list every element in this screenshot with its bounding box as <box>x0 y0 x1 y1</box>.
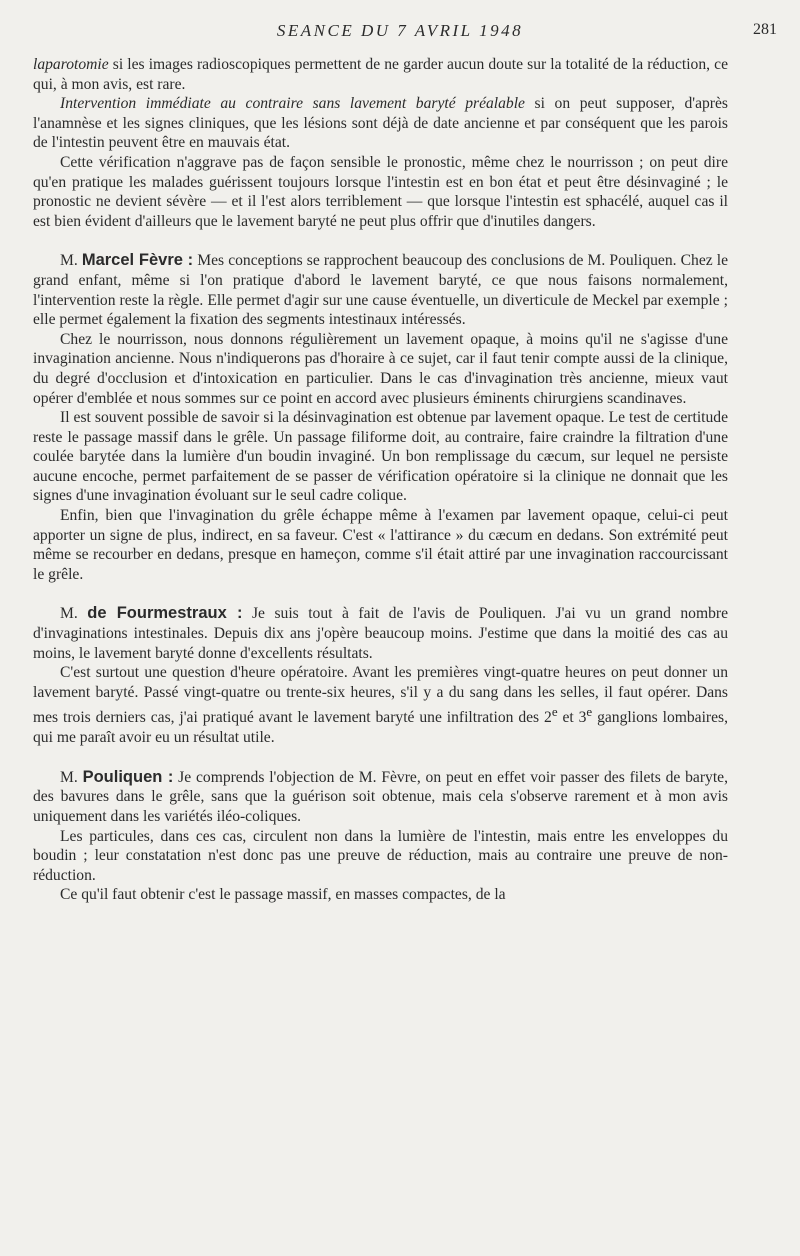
speaker-name: Marcel Fèvre : <box>81 251 194 270</box>
article-body <box>33 55 728 905</box>
speaker-prefix: M. <box>60 605 88 623</box>
paragraph-6: Il est souvent possible de savoir si la désinvagination est obtenue par lavement opaque. Le test de certitude reste le passage massif dans le grêle. Un passage filiforme doit, au contraire, faire craindre la filtration d'une coulée barytée dans la lumière d'un boudin invaginé. Un bon remplissage du cæcum, sur lequel ne persiste aucune encoche, permet parfaitement de se passer de vérification opératoire si la clinique ne donnait que les signes d'une invagination évoluant sur le seul cadre colique. <box>33 409 728 505</box>
paragraph-text: Mes conceptions se rapprochent beaucoup des conclusions de M. Pouliquen. Chez le grand enfant, même si l'on pratique d'abord le lavement baryté, ce que nous faisons normalement, l'intervention reste la règle. Elle permet d'agir sur une cause éventuelle, un diverticule de Meckel par exemple ; elle permet également la fixation des segments intestinaux intéressés. <box>33 252 728 329</box>
paragraph-text: Je suis tout à fait de l'avis de Pouliquen. J'ai vu un grand nombre d'invaginations intestinales. Depuis dix ans j'opère beaucoup moins. J'estime que dans la moitié des cas au moins, le lavement baryté donne d'excellents résultats. <box>33 605 729 662</box>
intervention-pouliquen <box>33 768 728 827</box>
speaker-prefix: M. <box>60 768 83 786</box>
paragraph-text: ganglions lombaires, qui me paraît avoir eu un résultat utile. <box>33 709 729 747</box>
intervention-fourmestraux <box>33 604 728 663</box>
superscript: e <box>551 704 558 720</box>
paragraph-text: C'est surtout une question d'heure opératoire. Avant les premières vingt-quatre heures on peut donner un lavement baryté. Passé vingt-quatre ou trente-six heures, s'il y a du sang dans les selles, il faut opérer. Dans mes trois derniers cas, j'ai pratiqué avant le lavement baryté une infiltration des 2 <box>33 664 728 727</box>
speaker-name: Pouliquen : <box>82 767 174 786</box>
paragraph-text: Je comprends l'objection de M. Fèvre, on peut en effet voir passer des filets de baryte, des bavures dans le grêle, sans que la guérison soit obtenue, mais cela s'observe rarement et à mon avis uniquement dans les variétés iléo-coliques. <box>33 768 728 825</box>
paragraph-11: Les particules, dans ces cas, circulent non dans la lumière de l'intestin, mais entre les enveloppes du boudin ; leur constatation n'est donc pas une preuve de réduction, mais au contraire une preuve de non-réduction. <box>33 827 728 884</box>
paragraph-12: Ce qu'il faut obtenir c'est le passage massif, en masses compactes, de la <box>60 886 506 904</box>
page-number: 281 <box>753 21 777 38</box>
speaker-name: de Fourmestraux : <box>87 604 243 623</box>
paragraph-9 <box>33 663 728 748</box>
paragraph-3: Cette vérification n'aggrave pas de façon sensible le pronostic, même chez le nourrisson ; on peut dire qu'en pratique les malades guérissent toujours lorsque l'intestin est en bon état et peut être désinvaginé ; le pronostic ne devient sévère — et il l'est alors terriblement — que lorsque l'intestin est sphacélé, auquel cas il est bien évident d'ailleurs que le lavement baryté ne peut plus offrir que d'inutiles dangers. <box>33 153 728 230</box>
speaker-prefix: M. <box>60 252 82 270</box>
paragraph-text: si on peut supposer, d'après l'anamnèse et les signes cliniques, que les lésions sont déjà de date ancienne et par conséquent que les parois de l'intestin peuvent être en mauvais état. <box>33 95 728 152</box>
page-header <box>0 21 800 45</box>
emphasis-text: laparotomie <box>33 56 109 73</box>
emphasis-text: Intervention immédiate au contraire sans lavement baryté préalable <box>60 95 525 113</box>
paragraph-text: si les images radioscopiques permettent de ne garder aucun doute sur la totalité de la réduction, ce qui, à mon avis, est rare. <box>33 56 728 93</box>
paragraph-text: et 3 <box>557 709 587 727</box>
superscript: e <box>586 704 593 720</box>
running-head: SEANCE DU 7 AVRIL 1948 <box>276 21 524 40</box>
paragraph-2 <box>33 94 728 153</box>
paragraph-5: Chez le nourrisson, nous donnons régulièrement un lavement opaque, à moins qu'il ne s'agisse d'une invagination ancienne. Nous n'indiquerons pas d'horaire à ce sujet, car il faut tenir compte aussi de la clinique, du degré d'occlusion et d'intoxication en particulier. Dans le cas d'invagination très ancienne, mieux vaut opérer d'emblée et nous sommes sur ce point en accord avec plusieurs éminents chirurgiens scandinaves. <box>33 330 728 407</box>
paragraph-1 <box>33 55 728 94</box>
paragraph-7: Enfin, bien que l'invagination du grêle échappe même à l'examen par lavement opaque, celui-ci peut apporter un signe de plus, indirect, en sa faveur. C'est « l'attirance » du cæcum en dedans. Son extrémité peut même se recourber en dedans, presque en hameçon, comme s'il était attiré par une invagination raccourcissant le grêle. <box>33 507 728 583</box>
intervention-fevre <box>33 251 728 329</box>
